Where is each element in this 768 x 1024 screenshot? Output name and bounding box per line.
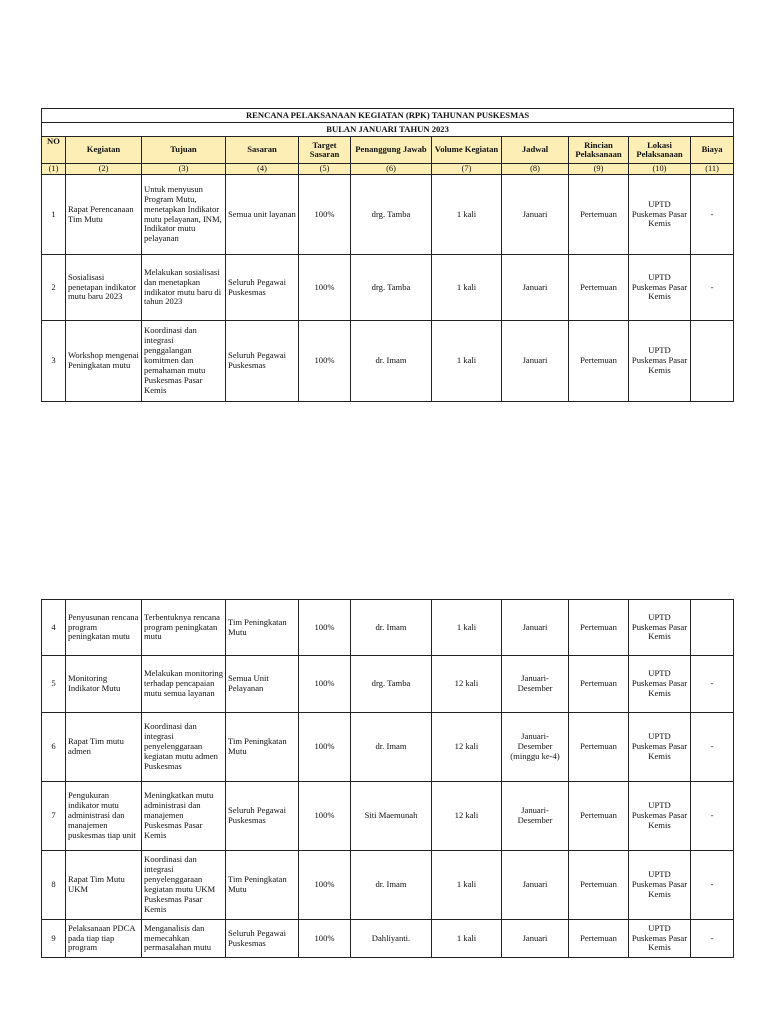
column-number: (1) — [42, 164, 66, 175]
header-lokasi-pelaksanaan: Lokasi Pelaksanaan — [629, 137, 691, 164]
cell-target-text: 100% — [314, 282, 335, 292]
cell-target — [299, 656, 351, 713]
cell-jadwal-text: Januari — [522, 209, 548, 219]
cell-kegiatan-text: Rapat Tim mutu admen — [68, 737, 124, 756]
cell-volume — [432, 321, 502, 402]
cell-jadwal — [502, 656, 569, 713]
cell-lokasi — [629, 321, 691, 402]
cell-target-text: 100% — [314, 933, 335, 943]
cell-kegiatan-text: Pelaksanaan PDCA pada tiap tiap program — [68, 923, 136, 953]
cell-volume-text: 1 kali — [456, 282, 477, 292]
cell-target-text: 100% — [314, 679, 335, 689]
cell-sasaran — [226, 851, 299, 920]
cell-no — [42, 175, 66, 255]
cell-lokasi-text: UPTD Puskemas Pasar Kemis — [631, 870, 688, 899]
document-subtitle: BULAN JANUARI TAHUN 2023 — [42, 123, 734, 137]
cell-no — [42, 600, 66, 656]
cell-penanggung-jawab — [351, 255, 432, 321]
cell-tujuan-text: Koordinasi dan integrasi penggalangan komitmen dan pemahaman mutu Puskesmas Pasar Kemis — [144, 326, 206, 395]
cell-sasaran — [226, 321, 299, 402]
cell-no — [42, 782, 66, 851]
cell-target-text: 100% — [314, 622, 335, 632]
cell-volume-text: 1 kali — [456, 209, 477, 219]
cell-sasaran-text: Tim Peningkatan Mutu — [228, 875, 287, 894]
cell-kegiatan-text: Rapat Perencanaan Tim Mutu — [68, 204, 134, 224]
cell-jadwal-text: Januari — [522, 356, 548, 366]
rpk-table-page-1 — [41, 108, 734, 402]
cell-no-text: 6 — [51, 742, 56, 752]
cell-biaya — [691, 713, 734, 782]
header-biaya: Biaya — [691, 137, 734, 164]
cell-sasaran — [226, 782, 299, 851]
cell-target — [299, 920, 351, 958]
cell-lokasi — [629, 175, 691, 255]
cell-no-text: 8 — [51, 880, 56, 890]
table-row — [42, 600, 734, 656]
cell-volume — [432, 255, 502, 321]
column-number: (3) — [142, 164, 226, 175]
column-number: (2) — [66, 164, 142, 175]
header-sasaran: Sasaran — [226, 137, 299, 164]
cell-penanggung-jawab-text: Siti Maemunah — [364, 811, 418, 821]
table-header-row — [42, 137, 734, 164]
column-number: (8) — [502, 164, 569, 175]
table-row — [42, 851, 734, 920]
cell-lokasi — [629, 656, 691, 713]
cell-tujuan — [142, 321, 226, 402]
cell-no — [42, 851, 66, 920]
cell-penanggung-jawab — [351, 851, 432, 920]
cell-biaya — [691, 600, 734, 656]
cell-kegiatan-text: Monitoring Indikator Mutu — [68, 674, 121, 693]
cell-sasaran-text: Seluruh Pegawai Puskesmas — [228, 351, 286, 370]
cell-target-text: 100% — [314, 356, 335, 366]
cell-target — [299, 321, 351, 402]
cell-volume-text: 12 kali — [454, 742, 479, 752]
header-tujuan: Tujuan — [142, 137, 226, 164]
table-row — [42, 920, 734, 958]
cell-volume-text: 12 kali — [454, 679, 479, 689]
header-penanggung-jawab: Penanggung Jawab — [351, 137, 432, 164]
cell-jadwal — [502, 600, 569, 656]
cell-kegiatan-text: Workshop mengenai Peningkatan mutu — [68, 351, 139, 370]
cell-rincian — [569, 175, 629, 255]
column-number: (6) — [351, 164, 432, 175]
cell-biaya-text: - — [710, 742, 714, 752]
cell-penanggung-jawab — [351, 600, 432, 656]
cell-biaya — [691, 920, 734, 958]
cell-kegiatan — [66, 920, 142, 958]
cell-penanggung-jawab — [351, 782, 432, 851]
cell-penanggung-jawab-text: drg. Tamba — [371, 282, 411, 292]
cell-jadwal — [502, 713, 569, 782]
column-number: (10) — [629, 164, 691, 175]
cell-jadwal — [502, 920, 569, 958]
cell-jadwal-text: Januari — [522, 880, 548, 890]
column-number: (7) — [432, 164, 502, 175]
cell-sasaran-text: Tim Peningkatan Mutu — [228, 617, 287, 637]
cell-rincian-text: Pertemuan — [580, 209, 617, 219]
cell-lokasi-text: UPTD Puskemas Pasar Kemis — [631, 612, 688, 642]
cell-rincian — [569, 920, 629, 958]
cell-tujuan-text: Terbentuknya rencana program peningkatan mutu — [144, 612, 220, 642]
cell-jadwal — [502, 321, 569, 402]
column-number: (9) — [569, 164, 629, 175]
cell-rincian-text: Pertemuan — [580, 811, 617, 821]
cell-kegiatan — [66, 782, 142, 851]
column-number-row — [42, 164, 734, 175]
cell-tujuan-text: Untuk menyusun Program Mutu, menetapkan Indikator mutu pelayanan, INM, Indikator mutu pelayanan — [144, 184, 222, 244]
cell-no — [42, 713, 66, 782]
cell-biaya-text: - — [710, 209, 714, 219]
cell-kegiatan-text: Penyusunan rencana program peningkatan mutu — [68, 612, 139, 642]
cell-lokasi — [629, 255, 691, 321]
column-number: (5) — [299, 164, 351, 175]
cell-no-text: 7 — [51, 811, 56, 821]
header-kegiatan: Kegiatan — [66, 137, 142, 164]
cell-tujuan-text: Menganalisis dan memecahkan permasalahan mutu — [144, 923, 212, 953]
cell-rincian-text: Pertemuan — [580, 933, 617, 943]
header-target-sasaran: Target Sasaran — [299, 137, 351, 164]
cell-penanggung-jawab — [351, 713, 432, 782]
cell-sasaran — [226, 600, 299, 656]
cell-tujuan-text: Meningkatkan mutu administrasi dan manajemen Puskesmas Pasar Kemis — [144, 791, 214, 840]
cell-no-text: 5 — [51, 679, 56, 689]
header-volume-kegiatan: Volume Kegiatan — [432, 137, 502, 164]
cell-jadwal-text: Januari — [522, 933, 548, 943]
cell-sasaran-text: Semua unit layanan — [228, 209, 296, 219]
cell-sasaran — [226, 656, 299, 713]
cell-kegiatan — [66, 851, 142, 920]
cell-kegiatan — [66, 600, 142, 656]
cell-biaya — [691, 851, 734, 920]
cell-volume-text: 1 kali — [456, 933, 477, 943]
table-row — [42, 656, 734, 713]
cell-sasaran — [226, 175, 299, 255]
cell-jadwal — [502, 782, 569, 851]
document-title: RENCANA PELAKSANAAN KEGIATAN (RPK) TAHUNAN PUSKESMAS — [42, 109, 734, 123]
cell-volume-text: 12 kali — [454, 811, 479, 821]
cell-tujuan-text: Koordinasi dan integrasi penyelenggaraan kegiatan mutu UKM Puskesmas Pasar Kemis — [144, 855, 216, 914]
cell-sasaran — [226, 255, 299, 321]
cell-no-text: 2 — [51, 282, 56, 292]
cell-penanggung-jawab — [351, 321, 432, 402]
cell-kegiatan — [66, 175, 142, 255]
cell-volume — [432, 782, 502, 851]
cell-volume — [432, 851, 502, 920]
cell-no — [42, 920, 66, 958]
cell-sasaran — [226, 713, 299, 782]
cell-volume-text: 1 kali — [456, 880, 477, 890]
cell-kegiatan — [66, 656, 142, 713]
cell-jadwal-text: Januari-Desember — [517, 806, 553, 825]
cell-volume — [432, 920, 502, 958]
cell-kegiatan — [66, 255, 142, 321]
cell-rincian-text: Pertemuan — [580, 679, 617, 689]
cell-biaya-text: - — [710, 282, 714, 292]
cell-no — [42, 656, 66, 713]
cell-jadwal-text: Januari — [522, 622, 548, 632]
cell-target-text: 100% — [314, 209, 335, 219]
cell-tujuan — [142, 175, 226, 255]
cell-target — [299, 175, 351, 255]
header-rincian-pelaksanaan: Rincian Pelaksanaan — [569, 137, 629, 164]
cell-penanggung-jawab — [351, 920, 432, 958]
cell-kegiatan-text: Sosialisasi penetapan indikator mutu baru 2023 — [68, 272, 137, 302]
cell-volume-text: 1 kali — [456, 622, 477, 632]
cell-target-text: 100% — [314, 880, 335, 890]
cell-biaya — [691, 782, 734, 851]
cell-kegiatan-text: Pengukuran indikator mutu administrasi dan manajemen puskesmas tiap unit — [68, 791, 136, 840]
cell-penanggung-jawab-text: drg. Tamba — [371, 679, 411, 689]
cell-kegiatan-text: Rapat Tim Mutu UKM — [68, 875, 125, 894]
table-row — [42, 782, 734, 851]
cell-no — [42, 321, 66, 402]
cell-target-text: 100% — [314, 811, 335, 821]
cell-lokasi-text: UPTD Puskemas Pasar Kemis — [631, 199, 688, 229]
cell-penanggung-jawab-text: dr. Imam — [375, 880, 407, 890]
cell-sasaran-text: Seluruh Pegawai Puskesmas — [228, 277, 286, 297]
cell-volume — [432, 175, 502, 255]
cell-penanggung-jawab-text: dr. Imam — [375, 622, 407, 632]
cell-target — [299, 851, 351, 920]
cell-lokasi-text: UPTD Puskemas Pasar Kemis — [631, 732, 688, 761]
cell-volume — [432, 600, 502, 656]
cell-tujuan-text: Melakukan monitoring terhadap pencapaian mutu semua layanan — [144, 669, 223, 698]
cell-biaya-text: - — [710, 811, 714, 821]
cell-biaya — [691, 321, 734, 402]
cell-tujuan — [142, 255, 226, 321]
cell-lokasi-text: UPTD Puskemas Pasar Kemis — [631, 923, 688, 953]
header-jadwal: Jadwal — [502, 137, 569, 164]
cell-sasaran-text: Seluruh Pegawai Puskesmas — [228, 806, 286, 825]
cell-penanggung-jawab-text: drg. Tamba — [371, 209, 411, 219]
cell-no-text: 1 — [51, 209, 56, 219]
cell-tujuan — [142, 851, 226, 920]
cell-sasaran-text: Tim Peningkatan Mutu — [228, 737, 287, 756]
cell-kegiatan — [66, 713, 142, 782]
cell-kegiatan — [66, 321, 142, 402]
cell-rincian — [569, 713, 629, 782]
cell-rincian-text: Pertemuan — [580, 282, 617, 292]
cell-rincian — [569, 600, 629, 656]
cell-no-text: 3 — [51, 356, 56, 366]
header-no: NO — [42, 137, 66, 164]
cell-lokasi — [629, 920, 691, 958]
table-row — [42, 255, 734, 321]
cell-rincian — [569, 321, 629, 402]
cell-tujuan — [142, 920, 226, 958]
cell-biaya — [691, 656, 734, 713]
cell-biaya-text: - — [710, 933, 714, 943]
cell-rincian-text: Pertemuan — [580, 742, 617, 752]
cell-rincian — [569, 851, 629, 920]
cell-penanggung-jawab-text: dr. Imam — [375, 356, 407, 366]
cell-lokasi-text: UPTD Puskemas Pasar Kemis — [631, 272, 688, 302]
cell-rincian-text: Pertemuan — [580, 356, 617, 366]
cell-biaya — [691, 255, 734, 321]
cell-sasaran-text: Semua Unit Pelayanan — [228, 674, 269, 693]
cell-volume — [432, 713, 502, 782]
cell-biaya-text: - — [710, 880, 714, 890]
cell-rincian — [569, 255, 629, 321]
cell-target — [299, 782, 351, 851]
cell-penanggung-jawab — [351, 175, 432, 255]
cell-penanggung-jawab-text: dr. Imam — [375, 742, 407, 752]
cell-jadwal — [502, 851, 569, 920]
cell-lokasi-text: UPTD Puskemas Pasar Kemis — [631, 346, 688, 375]
cell-penanggung-jawab — [351, 656, 432, 713]
cell-lokasi — [629, 782, 691, 851]
cell-no-text: 4 — [51, 622, 56, 632]
cell-lokasi — [629, 851, 691, 920]
cell-volume-text: 1 kali — [456, 356, 477, 366]
cell-lokasi — [629, 713, 691, 782]
cell-rincian — [569, 782, 629, 851]
cell-tujuan-text: Koordinasi dan integrasi penyelenggaraan kegiatan mutu admen Puskesmas — [144, 722, 218, 771]
cell-jadwal — [502, 255, 569, 321]
table-row — [42, 321, 734, 402]
column-number: (11) — [691, 164, 734, 175]
cell-lokasi-text: UPTD Puskemas Pasar Kemis — [631, 801, 688, 830]
cell-penanggung-jawab-text: Dahliyanti. — [371, 933, 411, 943]
cell-jadwal-text: Januari-Desember (minggu ke-4) — [510, 732, 560, 761]
cell-rincian — [569, 656, 629, 713]
column-number: (4) — [226, 164, 299, 175]
cell-jadwal-text: Januari-Desember — [517, 674, 553, 693]
cell-jadwal-text: Januari — [522, 282, 548, 292]
cell-lokasi-text: UPTD Puskemas Pasar Kemis — [631, 669, 688, 698]
cell-volume — [432, 656, 502, 713]
cell-no — [42, 255, 66, 321]
cell-jadwal — [502, 175, 569, 255]
cell-sasaran-text: Seluruh Pegawai Puskesmas — [228, 928, 286, 948]
cell-biaya-text: - — [710, 679, 714, 689]
cell-rincian-text: Pertemuan — [580, 880, 617, 890]
cell-target-text: 100% — [314, 742, 335, 752]
cell-lokasi — [629, 600, 691, 656]
cell-biaya — [691, 175, 734, 255]
cell-tujuan — [142, 656, 226, 713]
cell-tujuan — [142, 782, 226, 851]
table-row — [42, 713, 734, 782]
cell-target — [299, 255, 351, 321]
table-row — [42, 175, 734, 255]
rpk-table-page-2 — [41, 599, 734, 958]
cell-rincian-text: Pertemuan — [580, 622, 617, 632]
cell-tujuan — [142, 600, 226, 656]
cell-sasaran — [226, 920, 299, 958]
cell-no-text: 9 — [51, 933, 56, 943]
cell-tujuan — [142, 713, 226, 782]
cell-target — [299, 713, 351, 782]
cell-tujuan-text: Melakukan sosialisasi dan menetapkan indikator mutu baru di tahun 2023 — [144, 267, 222, 307]
cell-target — [299, 600, 351, 656]
